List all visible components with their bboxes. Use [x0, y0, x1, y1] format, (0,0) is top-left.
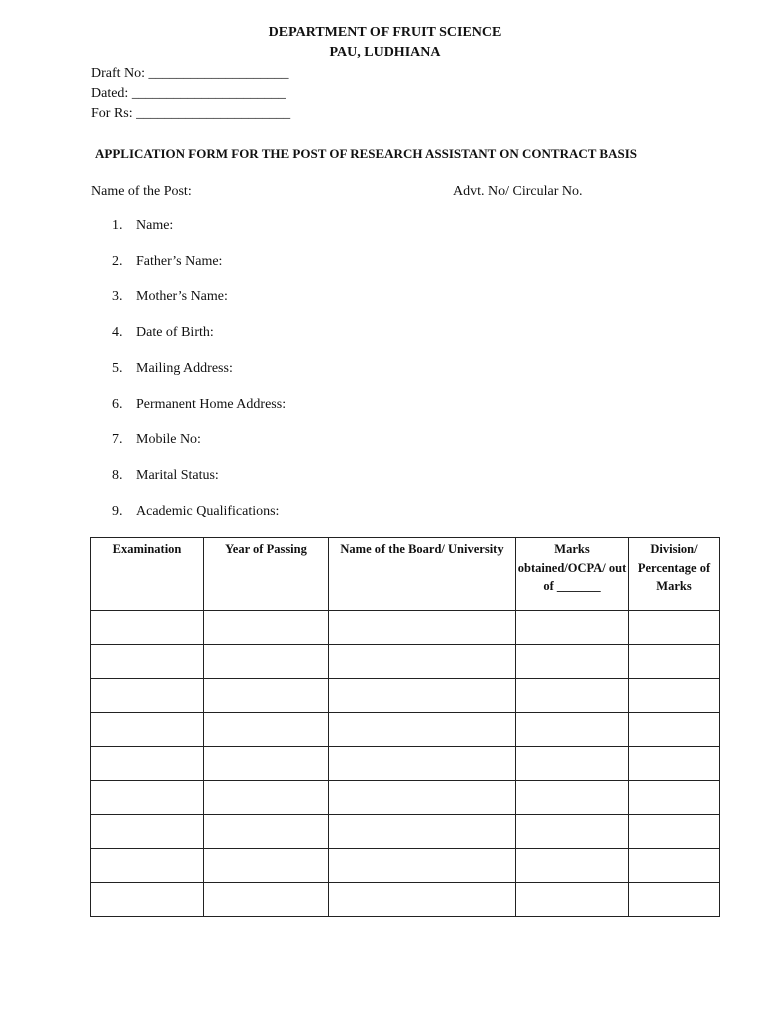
table-cell	[91, 679, 204, 713]
for-rs-field: For Rs: ______________________	[91, 106, 291, 121]
item-label: Permanent Home Address:	[136, 397, 287, 412]
university-heading: PAU, LUDHIANA	[329, 45, 441, 60]
table-row	[91, 645, 720, 679]
table-cell	[629, 611, 720, 645]
table-cell	[329, 645, 516, 679]
table-cell	[91, 645, 204, 679]
list-item	[112, 504, 279, 520]
item-label: Father’s Name:	[136, 254, 223, 269]
table-cell	[329, 611, 516, 645]
name-of-post-label: Name of the Post:	[91, 184, 192, 199]
table-cell	[204, 645, 329, 679]
table-cell	[204, 679, 329, 713]
table-cell	[629, 815, 720, 849]
column-header-marks-obtained: Marks obtained/OCPA/ out of _______	[516, 538, 629, 611]
table-cell	[329, 713, 516, 747]
table-cell	[516, 645, 629, 679]
draft-no-field: Draft No: ____________________	[91, 66, 289, 81]
table-cell	[204, 781, 329, 815]
table-cell	[329, 781, 516, 815]
table-cell	[516, 883, 629, 917]
dated-field: Dated: ______________________	[91, 86, 286, 101]
table-cell	[91, 849, 204, 883]
table-cell	[204, 713, 329, 747]
table-cell	[91, 815, 204, 849]
table-row	[91, 679, 720, 713]
list-item	[112, 289, 228, 305]
table-cell	[91, 713, 204, 747]
table-cell	[629, 883, 720, 917]
table-row	[91, 611, 720, 645]
table-row	[91, 713, 720, 747]
table-cell	[329, 747, 516, 781]
table-cell	[329, 883, 516, 917]
item-number: 4.	[112, 325, 123, 340]
table-cell	[329, 679, 516, 713]
table-cell	[629, 645, 720, 679]
item-number: 8.	[112, 468, 123, 483]
table-row	[91, 883, 720, 917]
table-cell	[204, 747, 329, 781]
list-item	[112, 254, 222, 270]
list-item	[112, 432, 201, 448]
academic-qualifications-table	[90, 537, 720, 917]
item-label: Mother’s Name:	[136, 289, 228, 304]
department-heading: DEPARTMENT OF FRUIT SCIENCE	[268, 25, 502, 40]
table-cell	[91, 611, 204, 645]
table-cell	[516, 849, 629, 883]
table-cell	[516, 815, 629, 849]
table-header-row	[91, 538, 720, 611]
column-header-division-percentage: Division/ Percentage of Marks	[629, 538, 720, 611]
item-label: Mailing Address:	[136, 361, 233, 376]
table-cell	[329, 815, 516, 849]
item-number: 1.	[112, 218, 123, 233]
form-title: APPLICATION FORM FOR THE POST OF RESEARCH ASSISTANT ON CONTRACT BASIS	[95, 146, 638, 161]
table-cell	[629, 713, 720, 747]
item-number: 5.	[112, 361, 123, 376]
table-row	[91, 849, 720, 883]
table-cell	[516, 781, 629, 815]
table-row	[91, 747, 720, 781]
table-cell	[629, 781, 720, 815]
table-cell	[516, 679, 629, 713]
list-item	[112, 218, 173, 234]
item-number: 3.	[112, 289, 123, 304]
item-label: Name:	[136, 218, 174, 233]
item-number: 7.	[112, 432, 123, 447]
list-item	[112, 468, 219, 484]
table-cell	[516, 713, 629, 747]
table-cell	[629, 679, 720, 713]
list-item	[112, 325, 214, 341]
item-number: 6.	[112, 397, 123, 412]
table-cell	[516, 611, 629, 645]
table-cell	[204, 611, 329, 645]
list-item	[112, 361, 233, 377]
table-cell	[91, 883, 204, 917]
table-cell	[516, 747, 629, 781]
table-cell	[629, 747, 720, 781]
table-cell	[204, 849, 329, 883]
table-cell	[91, 747, 204, 781]
item-label: Date of Birth:	[136, 325, 214, 340]
item-label: Marital Status:	[136, 468, 219, 483]
column-header-board-university: Name of the Board/ University	[329, 538, 516, 611]
list-item	[112, 397, 286, 413]
advt-no-label: Advt. No/ Circular No.	[453, 184, 583, 199]
table-row	[91, 815, 720, 849]
item-label: Mobile No:	[136, 432, 201, 447]
column-header-examination: Examination	[91, 538, 204, 611]
table-row	[91, 781, 720, 815]
column-header-year-of-passing: Year of Passing	[204, 538, 329, 611]
table-cell	[204, 815, 329, 849]
table-cell	[204, 883, 329, 917]
item-number: 2.	[112, 254, 123, 269]
table-cell	[91, 781, 204, 815]
item-label: Academic Qualifications:	[136, 504, 280, 519]
item-number: 9.	[112, 504, 123, 519]
table-cell	[629, 849, 720, 883]
table-cell	[329, 849, 516, 883]
